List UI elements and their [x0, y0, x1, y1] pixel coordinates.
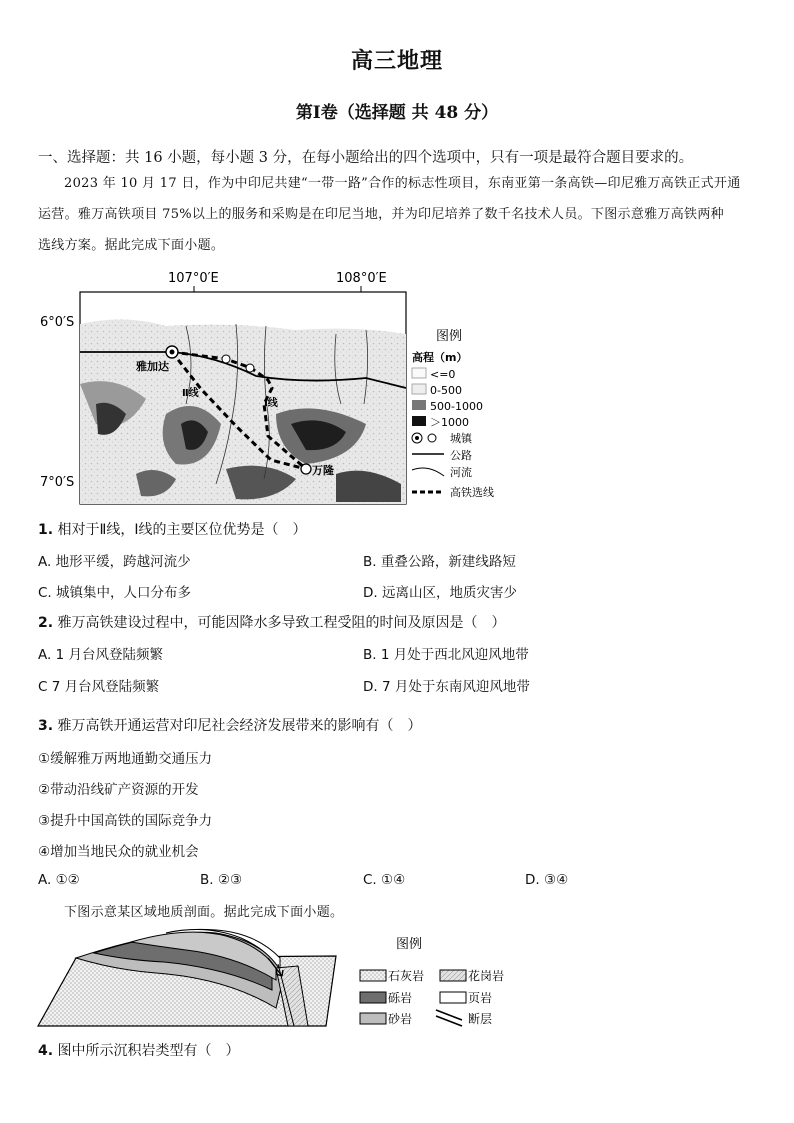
q1-option-b[interactable]: B. 重叠公路，新建线路短	[363, 554, 516, 570]
question-3-number: 3.	[38, 718, 54, 734]
legend-elev-4: ＞1000	[430, 416, 469, 429]
q3-statement-3: ③提升中国高铁的国际竞争力	[38, 813, 213, 829]
legend-elev-3: 500-1000	[430, 400, 483, 413]
passage-1-line-1: 2023 年 10 月 17 日，作为中印尼共建“一带一路”合作的标志性项目，东南亚第一条高铁—印尼雅万高铁正式开通	[64, 176, 741, 191]
cross-section-block	[38, 929, 336, 1026]
question-3-text: 雅万高铁开通运营对印尼社会经济发展带来的影响有（ ）	[57, 718, 422, 734]
passage-1	[38, 168, 768, 261]
legend-road: 公路	[450, 449, 472, 462]
question-4-number: 4.	[38, 1043, 54, 1059]
geo-legend-conglomerate: 砾岩	[388, 991, 413, 1005]
rail-route-map	[36, 264, 516, 514]
route-one-label: Ⅰ线	[264, 398, 278, 409]
legend-elev-2: 0-500	[430, 384, 462, 397]
passage-2: 下图示意某区域地质剖面。据此完成下面小题。	[64, 905, 344, 920]
q2-option-b[interactable]: B. 1 月处于西北风迎风地带	[363, 647, 529, 663]
q3-statement-2: ②带动沿线矿产资源的开发	[38, 782, 199, 798]
question-2-text: 雅万高铁建设过程中，可能因降水多导致工程受阻的时间及原因是（ ）	[57, 615, 506, 631]
question-1-text: 相对于Ⅱ线，Ⅰ线的主要区位优势是（ ）	[57, 522, 307, 538]
map-legend	[412, 329, 494, 499]
legend-rail: 高铁选线	[450, 486, 494, 499]
lon-label-107: 107°0′E	[168, 271, 219, 286]
passage-1-line-3: 选线方案。据此完成下面小题。	[38, 238, 225, 253]
q3-option-d[interactable]: D. ③④	[525, 872, 569, 888]
question-4-text: 图中所示沉积岩类型有（ ）	[57, 1043, 240, 1059]
legend-elev-1: <=0	[430, 368, 456, 381]
q3-option-b[interactable]: B. ②③	[200, 872, 243, 888]
city-jakarta-label: 雅加达	[136, 360, 169, 373]
page-title: 高三地理	[350, 48, 443, 74]
q1-option-d[interactable]: D. 远离山区，地质灾害少	[363, 585, 517, 601]
lat-label-6s: 6°0′S	[40, 315, 75, 330]
geo-legend-shale: 页岩	[468, 991, 493, 1005]
q3-option-c[interactable]: C. ①④	[363, 872, 406, 888]
geo-legend-granite: 花岗岩	[468, 969, 505, 983]
question-1-number: 1.	[38, 522, 54, 538]
q2-option-c[interactable]: C 7 月台风登陆频繁	[38, 679, 160, 695]
geo-legend-title: 图例	[396, 937, 423, 952]
geo-legend	[360, 968, 504, 1026]
lat-label-7s: 7°0′S	[40, 475, 75, 490]
terrain	[80, 319, 406, 504]
section-subtitle: 第Ⅰ卷（选择题 共 48 分）	[295, 103, 499, 123]
geologic-cross-section	[36, 928, 556, 1030]
route-two-label: Ⅱ线	[182, 388, 199, 399]
geo-legend-limestone: 石灰岩	[388, 969, 425, 983]
q2-option-d[interactable]: D. 7 月处于东南风迎风地带	[363, 679, 530, 695]
question-2-number: 2.	[38, 615, 54, 631]
q1-option-a[interactable]: A. 地形平缓，跨越河流少	[38, 554, 191, 570]
city-bandung-marker	[301, 464, 311, 474]
legend-title: 图例	[436, 329, 463, 344]
question-4-stem	[38, 1040, 240, 1060]
legend-elevation-title: 高程（m）	[412, 351, 468, 364]
question-2-stem	[38, 612, 506, 632]
city-bandung-label: 万隆	[312, 464, 334, 477]
section-heading: 一、选择题：共 16 小题，每小题 3 分，在每小题给出的四个选项中，只有一项是最符合题目要求的。	[38, 150, 694, 166]
question-3-stem	[38, 715, 422, 735]
fault-icon	[436, 1010, 462, 1026]
q3-option-a[interactable]: A. ①②	[38, 872, 80, 888]
question-1-stem	[38, 519, 307, 539]
legend-river: 河流	[450, 466, 472, 479]
passage-1-line-2: 运营。雅万高铁项目 75%以上的服务和采购是在印尼当地，并为印尼培养了数千名技术人员。下图示意雅万高铁两种	[38, 207, 724, 222]
geo-legend-fault: 断层	[468, 1012, 493, 1026]
lon-label-108: 108°0′E	[336, 271, 387, 286]
q3-statement-4: ④增加当地民众的就业机会	[38, 844, 199, 860]
q1-option-c[interactable]: C. 城镇集中，人口分布多	[38, 585, 192, 601]
q3-statement-1: ①缓解雅万两地通勤交通压力	[38, 751, 213, 767]
q2-option-a[interactable]: A. 1 月台风登陆频繁	[38, 647, 163, 663]
geo-legend-sandstone: 砂岩	[388, 1012, 413, 1026]
legend-town: 城镇	[450, 432, 472, 445]
